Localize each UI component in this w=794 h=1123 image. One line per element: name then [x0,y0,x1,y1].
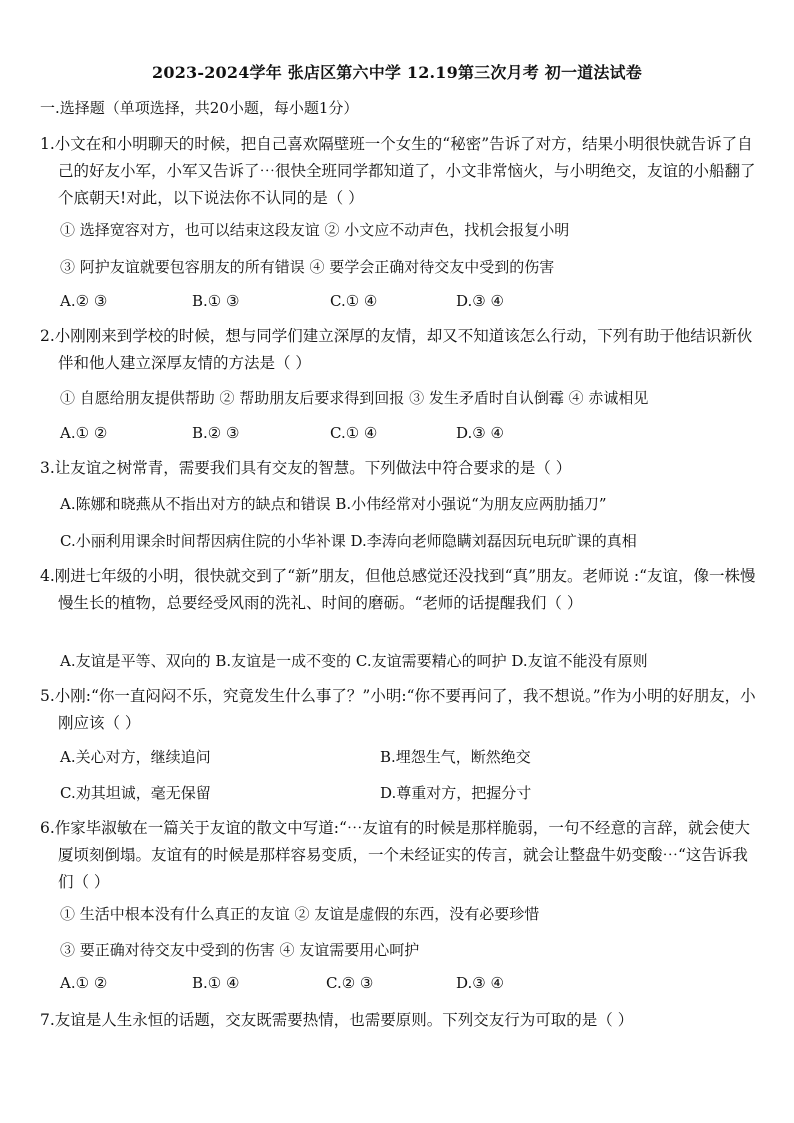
question-text: 1.小文在和小明聊天的时候，把自己喜欢隔壁班一个女生的“秘密”告诉了对方，结果小明很快就告诉了自己的好友小军，小军又告诉了⋯很快全班同学都知道了，小文非常恼火，与小明绝交，友谊的小船翻了个底朝天!对此，以下说法你不认同的是（ ） [40,135,756,207]
question-2-stem [40,323,758,377]
question-2-option-a: A.① ② [60,424,108,442]
question-1-stem [40,131,758,212]
question-5-option-b: B.埋怨生气，断然绝交 [380,748,531,766]
question-3-options-row-2: C.小丽利用课余时间帮因病住院的小华补课 D.李涛向老师隐瞒刘磊因玩电玩旷课的真相 [60,532,637,550]
question-6-statement-1: ① 生活中根本没有什么真正的友谊 ② 友谊是虚假的东西，没有必要珍惜 [60,905,540,923]
question-6-option-a: A.① ② [60,974,108,992]
question-3-stem [40,455,758,482]
question-1-option-c: C.① ④ [330,292,378,310]
question-1-statement-1: ① 选择宽容对方，也可以结束这段友谊 ② 小文应不动声色，找机会报复小明 [60,221,570,239]
question-6-option-d: D.③ ④ [456,974,504,992]
question-6-stem [40,815,758,896]
question-4-options-row: A.友谊是平等、双向的 B.友谊是一成不变的 C.友谊需要精心的呵护 D.友谊不能没有原则 [60,652,648,670]
question-text: 2.小刚刚来到学校的时候，想与同学们建立深厚的友情，却又不知道该怎么行动，下列有助于他结识新伙伴和他人建立深厚友情的方法是（ ） [40,327,753,372]
question-4-stem [40,563,758,617]
question-text: 7.友谊是人生永恒的话题，交友既需要热情，也需要原则。下列交友行为可取的是（ ） [40,1011,634,1029]
question-5-option-d: D.尊重对方，把握分寸 [380,784,532,802]
question-text: 5.小刚:“你一直闷闷不乐，究竟发生什么事了？”小明:“你不要再问了，我不想说。”作为小明的好朋友，小刚应该（ ） [40,687,756,732]
question-text: 3.让友谊之树常青，需要我们具有交友的智慧。下列做法中符合要求的是（ ） [40,459,572,477]
question-6-option-b: B.① ④ [192,974,240,992]
question-text: 6.作家毕淑敏在一篇关于友谊的散文中写道:“⋯友谊有的时候是那样脆弱，一句不经意的言辞，就会使大厦顷刻倒塌。友谊有的时候是那样容易变质，一个未经证实的传言，就会让整盘牛奶变酸⋯“这告诉我们（ ） [40,819,750,891]
question-1-option-b: B.① ③ [192,292,240,310]
question-5-stem [40,683,758,737]
question-5-option-c: C.劝其坦诚，毫无保留 [60,784,211,802]
question-2-statement-1: ① 自愿给朋友提供帮助 ② 帮助朋友后要求得到回报 ③ 发生矛盾时自认倒霉 ④ 赤诚相见 [60,389,649,407]
question-6-option-c: C.② ③ [326,974,374,992]
question-6-statement-2: ③ 要正确对待交友中受到的伤害 ④ 友谊需要用心呵护 [60,941,420,959]
question-2-option-d: D.③ ④ [456,424,504,442]
section-heading: 一.选择题（单项选择，共20小题，每小题1分） [40,99,359,117]
question-2-option-b: B.② ③ [192,424,240,442]
page-title: 2023-2024学年 张店区第六中学 12.19第三次月考 初一道法试卷 [152,63,642,82]
question-1-option-a: A.② ③ [60,292,108,310]
question-2-option-c: C.① ④ [330,424,378,442]
question-7-stem [40,1007,758,1034]
question-1-statement-2: ③ 阿护友谊就要包容朋友的所有错误 ④ 要学会正确对待交友中受到的伤害 [60,258,555,276]
question-1-option-d: D.③ ④ [456,292,504,310]
question-text: 4.刚进七年级的小明，很快就交到了“新”朋友，但他总感觉还没找到“真”朋友。老师说 :“友谊，像一株慢慢生长的植物，总要经受风雨的洗礼、时间的磨砺。“老师的话提醒我们（ ） [40,567,756,612]
question-5-option-a: A.关心对方，继续追问 [60,748,211,766]
question-3-options-row-1: A.陈娜和晓燕从不指出对方的缺点和错误 B.小伟经常对小强说“为朋友应两肋插刀” [60,495,607,513]
